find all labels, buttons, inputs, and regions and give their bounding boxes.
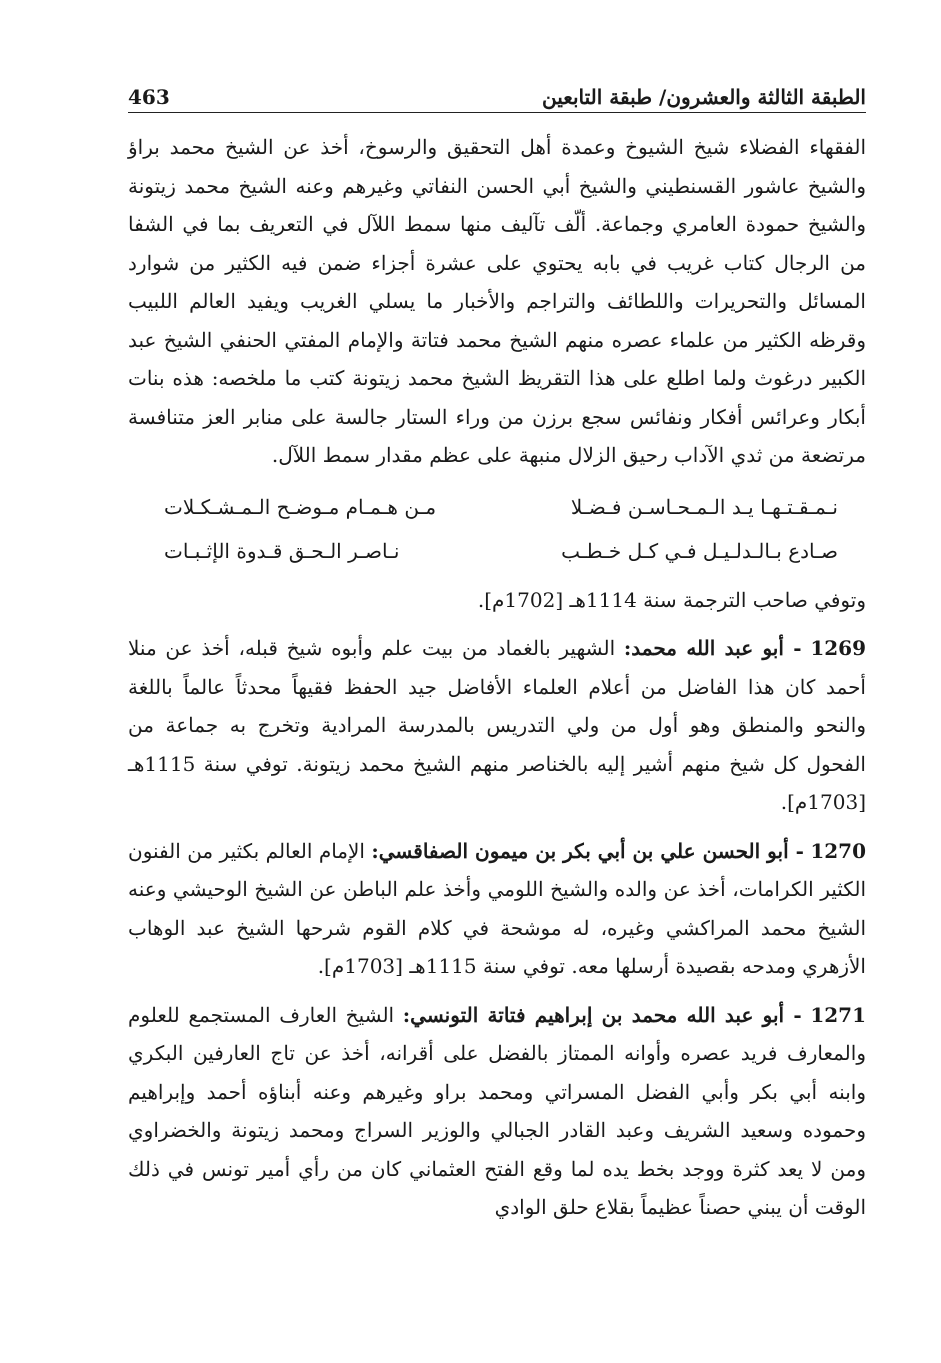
page-number: 463: [128, 85, 170, 109]
verse-2-first-hemistich: صـادع بـالـدلـيـل فـي كـل خـطـب: [561, 538, 838, 563]
opening-paragraph: الفقهاء الفضلاء شيخ الشيوخ وعمدة أهل التحقيق والرسوخ، أخذ عن الشيخ محمد براؤ والشيخ عاشور القسنطيني والشيخ أبي الحسن النفاتي وغيرهم وعنه الشيخ محمد زيتونة والشيخ حمودة العامري وجماعة. ألّف تآليف منها سمط اللآل في التعريف بما في الشفا من الرجال كتاب غريب في بابه يحتوي على عشرة أجزاء ضمن فيه الكثير من شوارد المسائل والتحريرات واللطائف والتراجم والأخبار ما يسلي الغريب ويفيد العالم اللبيب وقرظه الكثير من علماء عصره منهم الشيخ محمد فتاتة والإمام المفتي الحنفي الشيخ عبد الكبير درغوث ولما اطلع على هذا التقريظ الشيخ محمد زيتونة كتب ما ملخصه: هذه بنات أبكار وعرائس أفكار ونفائس سجع برزن من وراء الستار جالسة على منابر العز متنافسة مرتضعة من ثدي الآداب رحيق الزلال منبهة على عظم مقدار سمط اللآل.: [128, 135, 866, 467]
entry-1270-number: 1270: [810, 838, 866, 863]
verse-2-second-hemistich: نـاصـر الـحـق قـدوة الإثـبـات: [164, 538, 400, 563]
page-body: [128, 128, 866, 1227]
running-header: [128, 82, 866, 116]
entry-1271-text: الشيخ العارف المستجمع للعلوم والمعارف فريد عصره وأوانه الممتاز بالفضل على أقرانه، أخذ عن تاج العارفين البكري وابنه أبي بكر وأبي الفضل المسراتي ومحمد براو وغيرهم وعنه أبناؤه أحمد وإبراهيم وحموده وسعيد الشريف وعبد القادر الجبالي والوزير السراج ومحمد زيتونة والخضراوي ومن لا يعد كثرة ووجد بخط يده لما وقع الفتح العثماني كان من رأي أمير تونس في ذلك الوقت أن يبني حصناً عظيماً بقلاع حلق الوادي: [128, 1002, 866, 1219]
entry-1269-number: 1269: [810, 636, 867, 660]
poem: [128, 485, 866, 573]
entry-1269-name: - أبو عبد الله محمد:: [623, 636, 802, 660]
entry-1271-name: - أبو عبد الله محمد بن إبراهيم فتاتة التونسي:: [402, 1002, 802, 1027]
death-note: وتوفي صاحب الترجمة سنة 1114هـ [1702م].: [477, 587, 866, 612]
entry-1271-number: 1271: [810, 1002, 867, 1027]
entry-1270-name: - أبو الحسن علي بن أبي بكر بن ميمون الصفاقسي:: [371, 838, 804, 863]
entry-1270-text: الإمام العالم بكثير من الفنون الكثير الكرامات، أخذ عن والده والشيخ اللومي وأخذ علم الباطن عن الشيخ الوحيشي وعنه الشيخ محمد المراكشي وغيره، له موشحة في كلام القوم شرحها الشيخ عبد الوهاب الأزهري ومدحه بقصيدة أرسلها معه. توفي سنة 1115هـ [1703م].: [128, 838, 866, 978]
entry-1269-text: الشهير بالغماد من بيت علم وأبوه شيخ قبله، أخذ عن منلا أحمد كان هذا الفاضل من أعلام العلماء الأفاضل جيد الحفظ فقيهاً محدثاً عالماً باللغة والنحو والمنطق وهو أول من ولي التدريس بالمدرسة المرادية وتخرج به جماعة من الفحول كل شيخ منهم أشير إليه بالخناصر منهم الشيخ محمد زيتونة. توفي سنة 1115هـ [1703م].: [128, 636, 866, 814]
running-title: الطبقة الثالثة والعشرون/ طبقة التابعين: [542, 85, 866, 109]
verse-1-second-hemistich: مـن هـمـام مـوضـح الـمـشـكـلات: [164, 494, 437, 519]
poem-verse-2: [128, 529, 866, 573]
poem-verse-1: [128, 485, 866, 529]
header-rule: [128, 112, 866, 113]
entry-1271: [128, 996, 866, 1227]
entry-1269: [128, 629, 866, 822]
verse-1-first-hemistich: نـمـقـتـهـا يـد الـمـحـاسـن فـضـلا: [570, 494, 838, 519]
entry-1270: [128, 832, 866, 986]
